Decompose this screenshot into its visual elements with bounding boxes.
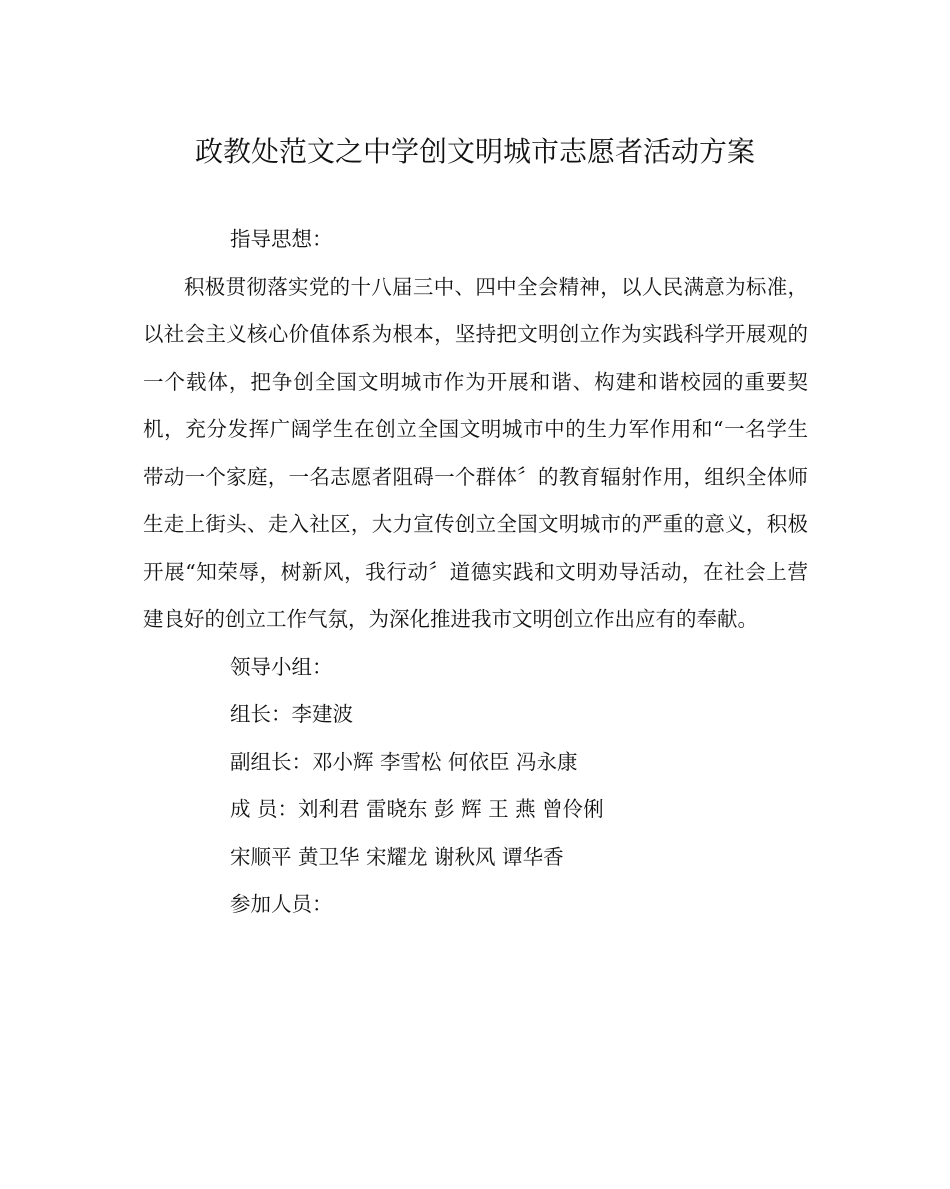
guiding-paragraph: 积极贯彻落实党的十八届三中、四中全会精神，以人民满意为标准，以社会主义核心价值体系为根本，坚持把文明创立作为实践科学开展观的一个载体，把争创全国文明城市作为开展和谐、构建和谐校园的重要契机，充分发挥广阔学生在创立全国文明城市中的生力军作用和“一名学生带动一个家庭，一名志愿者阻碍一个群体〞的教育辐射作用，组织全体师生走上街头、走入社区，大力宣传创立全国文明城市的严重的意义，积极开展“知荣辱，树新风，我行动〞道德实践和文明劝导活动，在社会上营建良好的创立工作气氛，为深化推进我市文明创立作出应有的奉献。: [143, 274, 808, 631]
guiding-heading: 指导思想：: [230, 227, 333, 251]
members-line: 成 员：刘利君 雷晓东 彭 辉 王 燕 曾伶俐: [230, 797, 604, 821]
document-body: [143, 216, 808, 929]
document-title: 政教处范文之中学创文明城市志愿者活动方案: [194, 135, 755, 168]
leadership-heading: 领导小组：: [230, 654, 333, 679]
members-continued-line: 宋顺平 黄卫华 宋耀龙 谢秋风 谭华香: [230, 844, 564, 869]
leader-line: 组长：李建波: [230, 702, 353, 726]
deputy-leaders-line: 副组长：邓小辉 李雪松 何依臣 冯永康: [230, 749, 578, 774]
participants-heading: 参加人员：: [230, 892, 333, 916]
